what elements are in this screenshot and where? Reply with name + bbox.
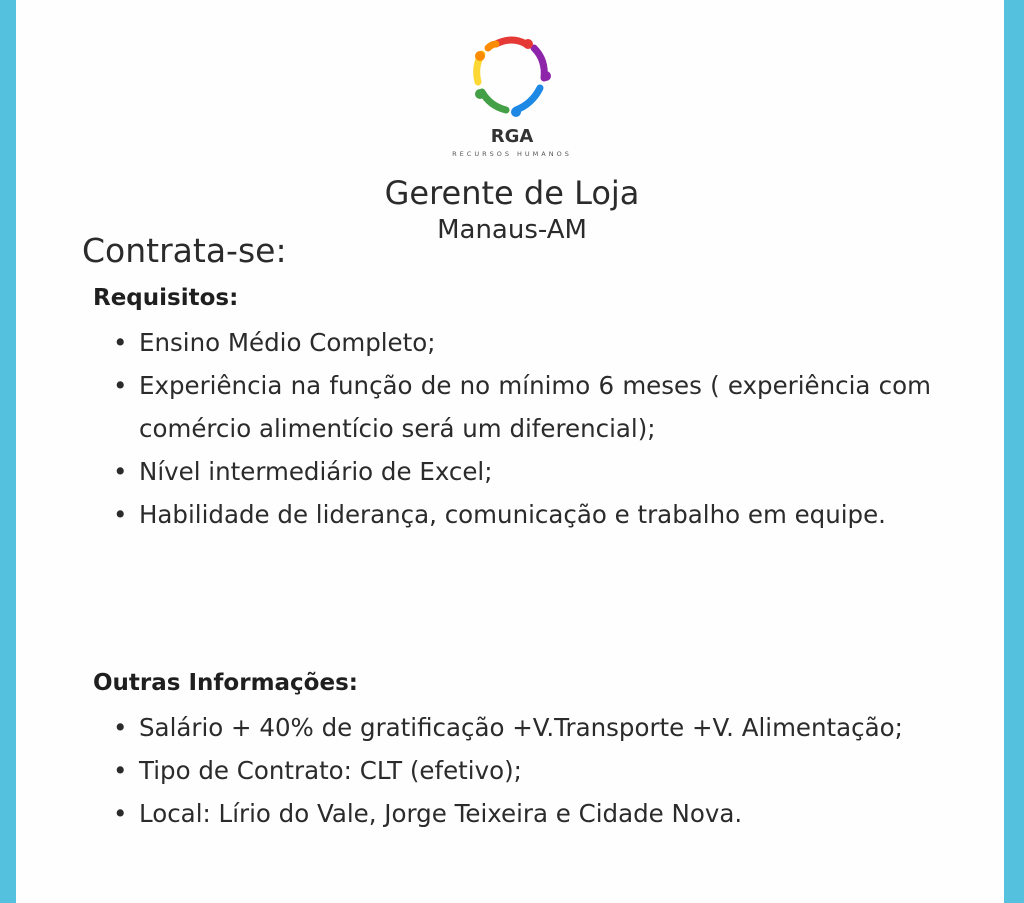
- list-item: • Nível intermediário de Excel;: [111, 450, 931, 493]
- requirements-heading: Requisitos:: [93, 285, 239, 311]
- other-info-list: [111, 706, 931, 835]
- job-title: Gerente de Loja: [384, 174, 640, 212]
- list-item: • Habilidade de liderança, comunicação e trabalho em equipe.: [111, 493, 931, 536]
- hiring-label: Contrata-se:: [82, 231, 287, 270]
- list-item: • Tipo de Contrato: CLT (efetivo);: [111, 749, 931, 792]
- brand-name: RGA: [490, 126, 534, 147]
- list-item: • Local: Lírio do Vale, Jorge Teixeira e Cidade Nova.: [111, 792, 931, 835]
- list-item: • Ensino Médio Completo;: [111, 321, 931, 364]
- brand-subtitle: RECURSOS HUMANOS: [452, 150, 572, 158]
- list-item: • Experiência na função de no mínimo 6 meses ( experiência com comércio alimentício será um diferencial);: [111, 364, 931, 450]
- requirements-list: [111, 321, 931, 536]
- rga-logo-icon: [466, 34, 558, 118]
- list-item: • Salário + 40% de gratificação +V.Transporte +V. Alimentação;: [111, 706, 931, 749]
- job-location: Manaus-AM: [437, 215, 587, 245]
- other-info-heading: Outras Informações:: [93, 670, 358, 696]
